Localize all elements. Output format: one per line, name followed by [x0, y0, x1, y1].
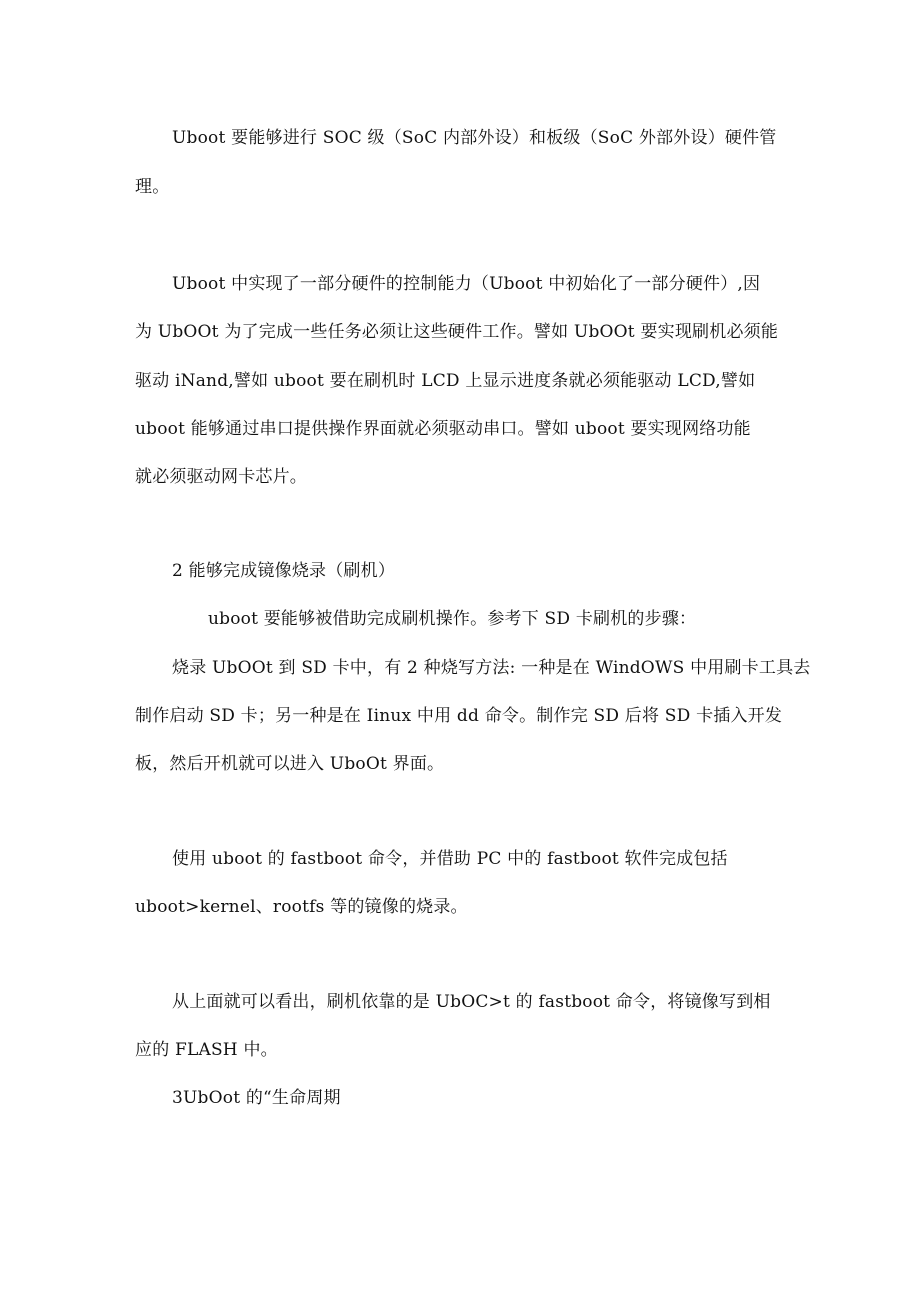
paragraph-4-line-1: uboot 要能够被借助完成刷机操作。参考下 SD 卡刷机的步骤：	[208, 609, 697, 629]
paragraph-2-line-5: 就必须驱动网卡芯片。	[135, 467, 307, 487]
paragraph-5-line-3: 板，然后开机就可以进入 UboOt 界面。	[135, 754, 445, 774]
section-heading-2: 2 能够完成镜像烧录（刷机）	[172, 561, 396, 581]
paragraph-6-line-2: uboot>kernel、rootfs 等的镜像的烧录。	[135, 897, 468, 917]
paragraph-7-line-1: 从上面就可以看出，刷机依靠的是 UbOC>t 的 fastboot 命令，将镜像写到相	[172, 992, 771, 1012]
section-heading-3: 3UbOot 的“生命周期	[172, 1088, 341, 1108]
paragraph-2-line-4: uboot 能够通过串口提供操作界面就必须驱动串口。譬如 uboot 要实现网络功能	[135, 419, 751, 439]
paragraph-5-line-1: 烧录 UbOOt 到 SD 卡中，有 2 种烧写方法: 一种是在 WindOWS 中用刷卡工具去	[172, 658, 811, 678]
paragraph-1-line-1: Uboot 要能够进行 SOC 级（SoC 内部外设）和板级（SoC 外部外设）硬件管	[172, 128, 777, 148]
paragraph-2-line-3: 驱动 iNand,譬如 uboot 要在刷机时 LCD 上显示进度条就必须能驱动 LCD,譬如	[135, 371, 756, 391]
paragraph-2-line-1: Uboot 中实现了一部分硬件的控制能力（Uboot 中初始化了一部分硬件）,因	[172, 274, 761, 294]
paragraph-5-line-2: 制作启动 SD 卡；另一种是在 Iinux 中用 dd 命令。制作完 SD 后将 SD 卡插入开发	[135, 706, 783, 726]
paragraph-6-line-1: 使用 uboot 的 fastboot 命令，并借助 PC 中的 fastboot 软件完成包括	[172, 849, 728, 869]
paragraph-7-line-2: 应的 FLASH 中。	[135, 1040, 278, 1060]
paragraph-2-line-2: 为 UbOOt 为了完成一些任务必须让这些硬件工作。譬如 UbOOt 要实现刷机必须能	[135, 322, 779, 342]
paragraph-1-line-2: 理。	[135, 177, 170, 197]
